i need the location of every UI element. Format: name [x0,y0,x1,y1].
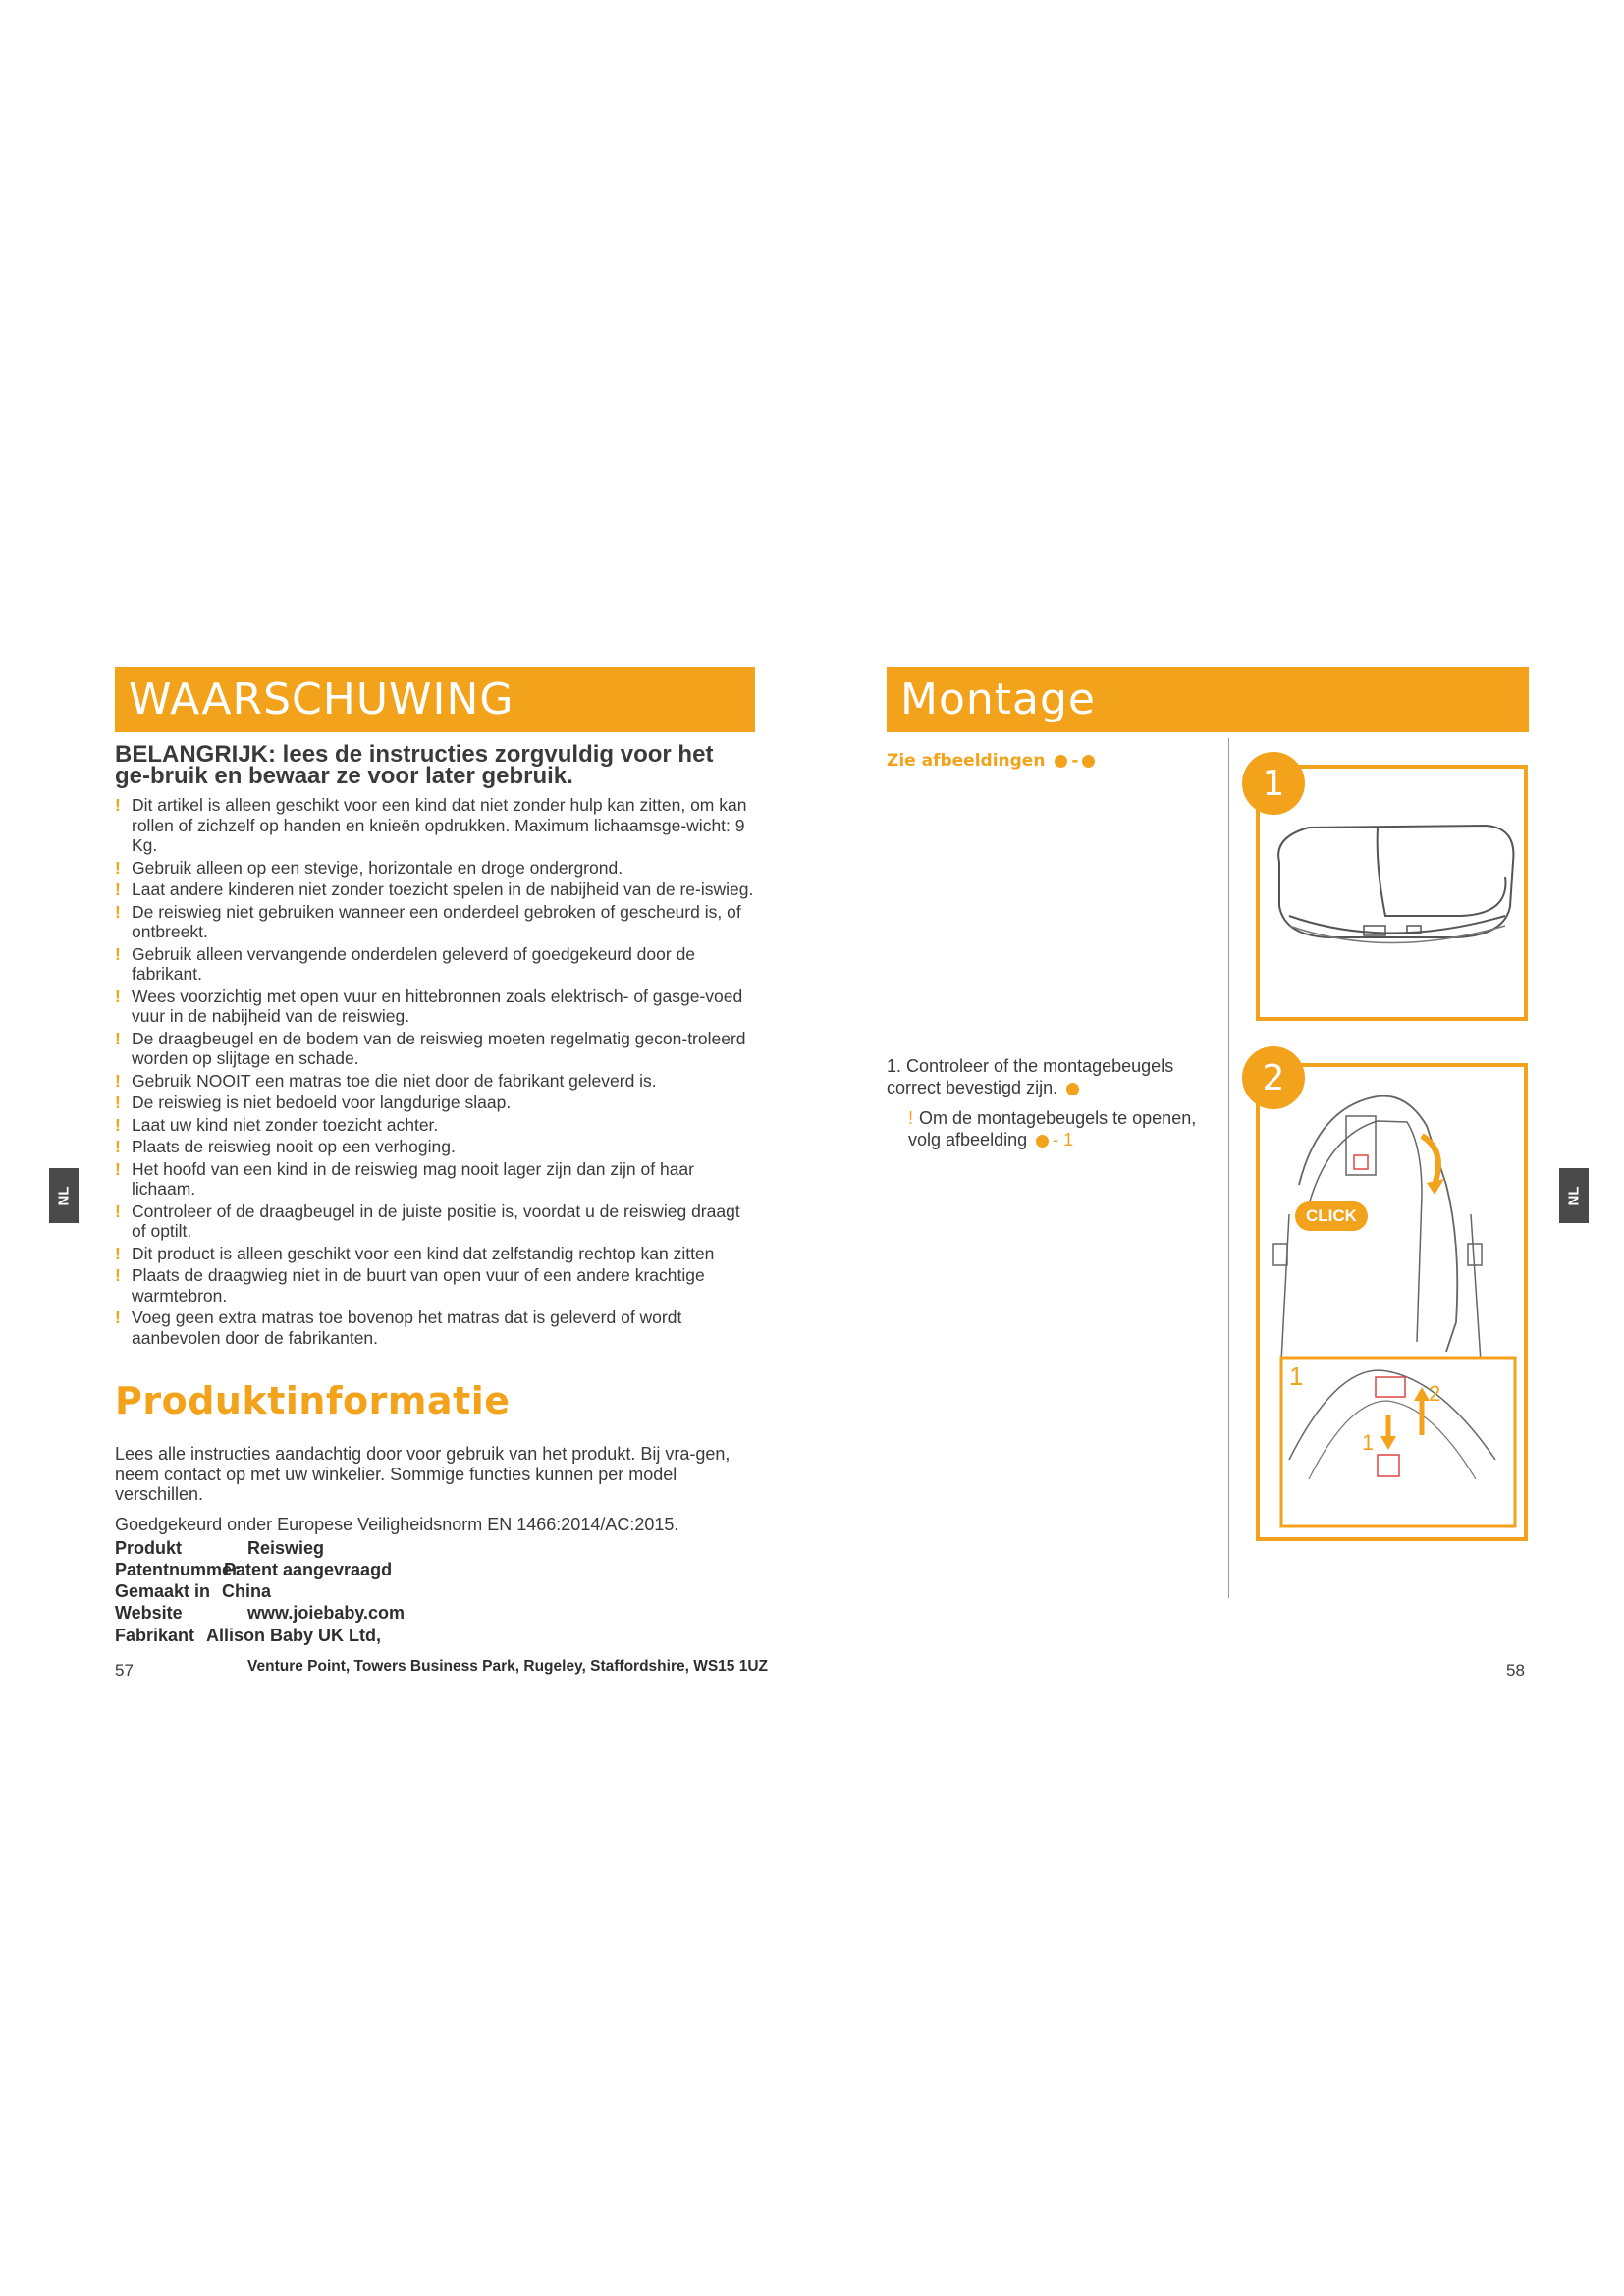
bracket-illustration [1260,1067,1524,1537]
warning-item [115,880,758,900]
warning-bang-icon: ! [115,857,121,878]
step-1 [887,1055,1211,1098]
warning-bang-icon: ! [115,1070,121,1091]
warning-item [115,1137,758,1157]
warning-item [115,1265,758,1306]
warning-item [115,858,758,879]
see-figures-sep: - [1071,751,1079,771]
warning-item [115,1071,758,1092]
warning-item [115,1159,758,1200]
warning-item [115,1244,758,1264]
warning-text: Wees voorzichtig met open vuur en hittebronnen zoals elektrisch- of gasge-voed vuur in de nabijheid van de reiswieg. [132,986,743,1026]
warning-item [115,795,758,856]
figure-ref-dot-icon [1055,755,1067,768]
step-1-note [908,1107,1203,1150]
spec-patent-label: Patentnummer [115,1560,240,1579]
inset-label-1b: 1 [1362,1430,1375,1455]
warning-bang-icon: ! [115,1243,121,1263]
inset-label-1: 1 [1289,1362,1304,1391]
warning-bang-icon: ! [115,1265,121,1285]
warning-item [115,944,758,985]
warning-text: Controleer of de draagbeugel in de juiste positie is, voordat u de reiswieg draagt of optilt. [132,1201,740,1241]
warning-bang-icon: ! [115,986,121,1006]
warning-text: De draagbeugel en de bodem van de reiswieg moeten regelmatig gecon-troleerd worden op slijtage en schade. [132,1028,746,1068]
figure-ref-dot-icon [1082,755,1095,768]
spec-website-label: Website [115,1603,183,1623]
warning-banner: WAARSCHUWING [115,667,755,732]
warning-item [115,902,758,942]
warning-bang-icon: ! [115,901,121,922]
warning-text: De reiswieg niet gebruiken wanneer een onderdeel gebroken of gescheurd is, of ontbreekt. [132,901,741,941]
step-1-text: 1. Controleer of the montagebeugels correct bevestigd zijn. [887,1056,1174,1097]
warning-bang-icon: ! [908,1108,914,1128]
warning-text: Gebruik alleen op een stevige, horizontale en droge ondergrond. [132,857,623,878]
warning-bang-icon: ! [115,1158,121,1179]
figure-2-frame [1256,1063,1528,1541]
warning-text: Laat andere kinderen niet zonder toezicht spelen in de nabijheid van de re-iswieg. [132,880,754,899]
figure-1-badge: 1 [1242,752,1305,815]
language-tab-left [49,1168,79,1223]
warning-bang-icon: ! [115,1028,121,1048]
warning-text: Gebruik NOOIT een matras toe die niet door de fabrikant geleverd is. [132,1070,657,1091]
warning-text: De reiswieg is niet bedoeld voor langdurige slaap. [132,1093,512,1112]
see-figures [887,751,1099,771]
figure-ref-dot-icon [1036,1135,1049,1148]
warning-item [115,1308,758,1348]
warning-bang-icon: ! [115,795,121,815]
carrycot-illustration [1260,769,1524,1017]
warning-bang-icon: ! [115,943,121,964]
warning-item [115,987,758,1027]
warning-text: Het hoofd van een kind in de reiswieg mag nooit lager zijn dan zijn of haar lichaam. [132,1158,694,1199]
warning-item [115,1115,758,1136]
step-1-note-suffix: - 1 [1053,1130,1074,1149]
spec-patent-value: Patent aangevraagd [224,1560,393,1579]
inset-label-2: 2 [1429,1381,1441,1406]
warning-bang-icon: ! [115,1137,121,1156]
figure-2-badge: 2 [1242,1046,1305,1109]
product-info-title: Produktinformatie [115,1379,511,1422]
spec-made-label: Gemaakt in [115,1581,211,1601]
warning-item [115,1201,758,1242]
safety-norm: Goedgekeurd onder Europese Veiligheidsnorm EN 1466:2014/AC:2015. [115,1515,679,1534]
spec-produkt-label: Produkt [115,1538,183,1558]
click-label: CLICK [1295,1201,1368,1231]
warning-item [115,1093,758,1113]
spec-made-value: China [222,1581,272,1601]
spec-maker-value: Allison Baby UK Ltd, [206,1626,382,1645]
page-number-right: 58 [1506,1661,1525,1680]
spec-produkt-value: Reiswieg [247,1538,325,1558]
warning-list [115,795,758,1350]
spec-website-value: www.joiebaby.com [247,1603,406,1623]
language-tab-right [1559,1168,1589,1223]
warning-text: Dit artikel is alleen geschikt voor een kind dat niet zonder hulp kan zitten, om kan rollen of zichzelf op handen en knieën opdrukken. Maximum lichaamsge-wicht: 9 Kg. [132,795,747,855]
page-number-left: 57 [115,1661,134,1680]
warning-text: Dit product is alleen geschikt voor een kind dat zelfstandig rechtop kan zitten [132,1243,715,1263]
column-divider [1228,738,1229,1598]
warning-bang-icon: ! [115,1114,121,1135]
manufacturer-address: Venture Point, Towers Business Park, Rugeley, Staffordshire, WS15 1UZ [247,1658,769,1675]
warning-text: Voeg geen extra matras toe bovenop het matras dat is geleverd of wordt aanbevolen door de fabrikanten. [132,1308,682,1348]
spec-maker-label: Fabrikant [115,1626,195,1645]
warning-bang-icon: ! [115,1201,121,1221]
warning-item [115,1029,758,1069]
montage-banner: Montage [887,667,1529,732]
figure-ref-dot-icon [1066,1083,1079,1095]
warning-text: Laat uw kind niet zonder toezicht achter. [132,1114,439,1135]
important-notice: BELANGRIJK: lees de instructies zorgvuldig voor het ge-bruik en bewaar ze voor later gebruik. [115,741,714,789]
product-intro: Lees alle instructies aandachtig door voor gebruik van het produkt. Bij vra-gen, neem contact op met uw winkelier. Sommige functies kunnen per model verschillen. [115,1444,731,1504]
warning-text: Plaats de reiswieg nooit op een verhoging. [132,1137,456,1156]
warning-text: Plaats de draagwieg niet in de buurt van open vuur of een andere krachtige warmtebron. [132,1265,705,1306]
warning-bang-icon: ! [115,1093,121,1112]
warning-text: Gebruik alleen vervangende onderdelen geleverd of goedgekeurd door de fabrikant. [132,943,696,984]
step-1-note-text: Om de montagebeugels te openen, volg afbeelding [908,1108,1197,1149]
warning-bang-icon: ! [115,880,121,899]
warning-bang-icon: ! [115,1308,121,1327]
see-figures-label: Zie afbeeldingen [887,751,1046,771]
language-tab-right-label: NL [1565,1186,1583,1205]
language-tab-left-label: NL [55,1186,73,1205]
